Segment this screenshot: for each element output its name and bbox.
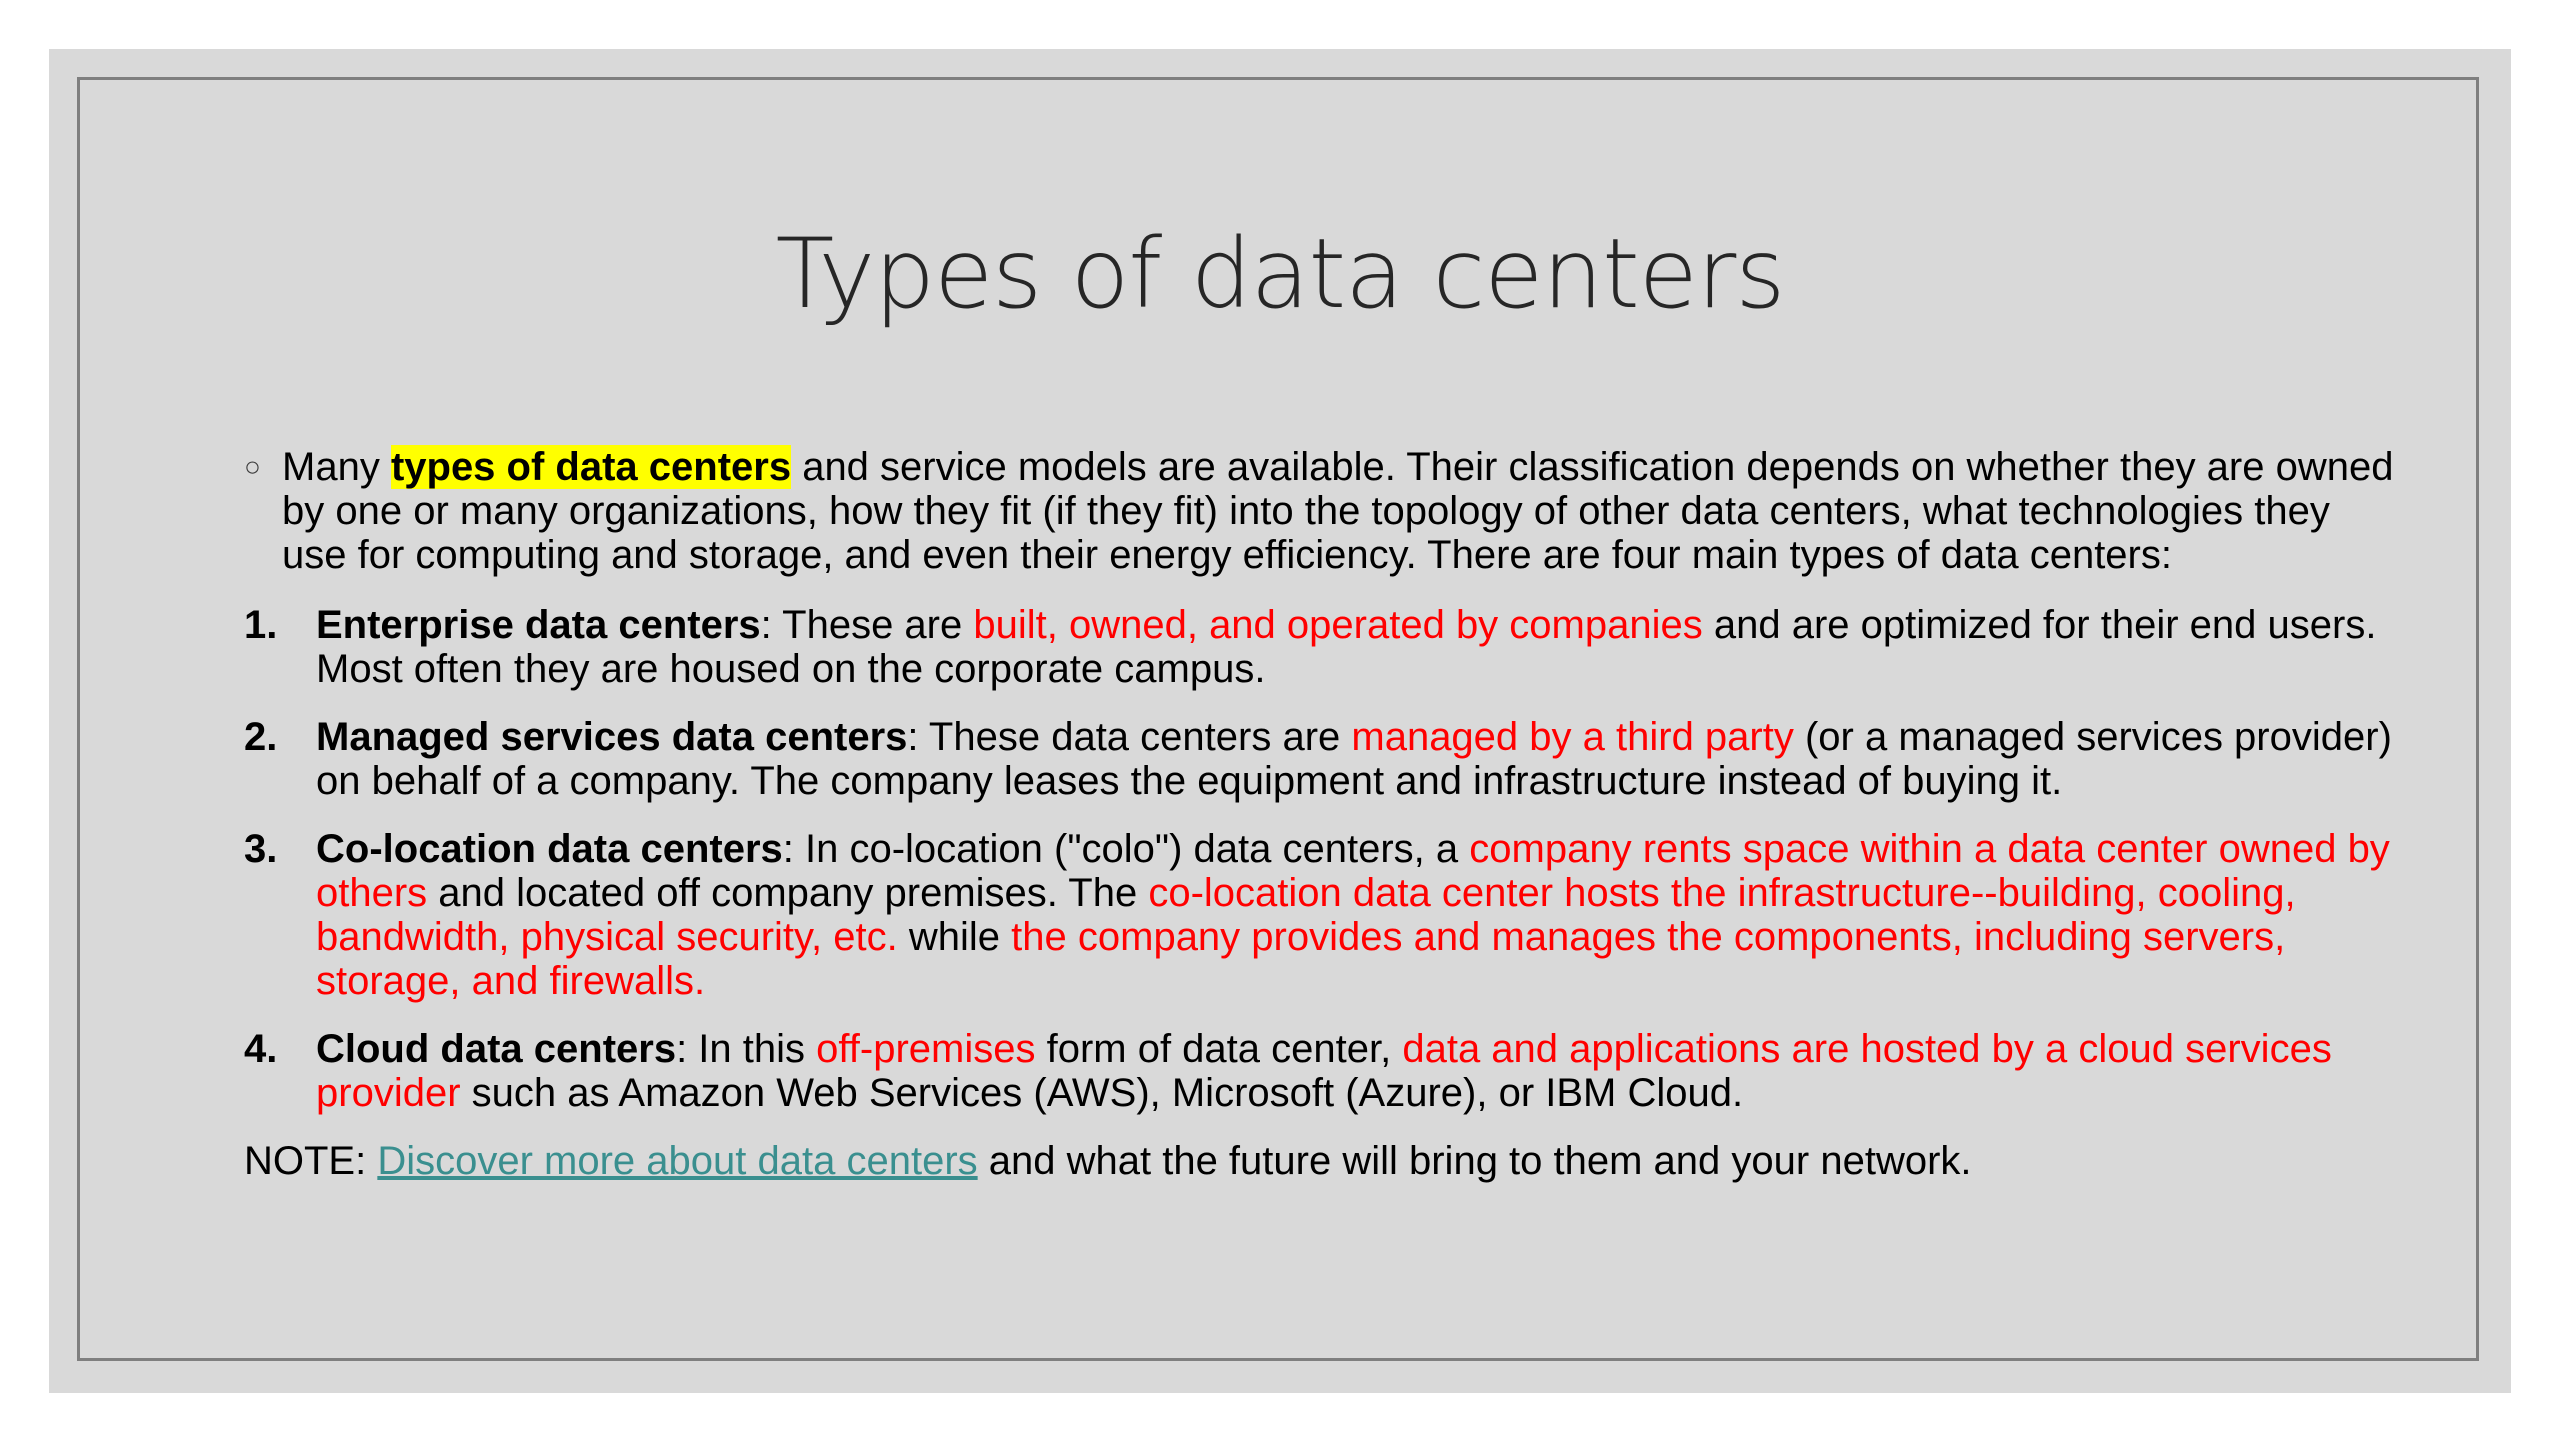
list-number: 1. xyxy=(244,603,278,647)
item-emphasis: data and applications are hosted by a cloud services provider xyxy=(316,1027,2332,1115)
intro-paragraph xyxy=(244,445,2394,577)
note-text: and what the future will bring to them and your network. xyxy=(977,1139,1972,1183)
item-text: form of data center, xyxy=(1035,1027,1403,1071)
item-term: Co-location data centers xyxy=(316,827,783,871)
item-emphasis: managed by a third party xyxy=(1351,715,1794,759)
item-text: : In this xyxy=(676,1027,817,1071)
list-item-enterprise xyxy=(244,603,2394,691)
item-text: such as Amazon Web Services (AWS), Microsoft (Azure), or IBM Cloud. xyxy=(460,1071,1744,1115)
list-number: 4. xyxy=(244,1027,278,1071)
item-emphasis: the company provides and manages the components, including servers, storage, and firewalls. xyxy=(316,915,2286,1003)
item-text: : These data centers are xyxy=(907,715,1352,759)
item-emphasis: co-location data center hosts the infrastructure--building, cooling, bandwidth, physical security, etc. xyxy=(316,871,2296,959)
item-emphasis: built, owned, and operated by companies xyxy=(973,603,1703,647)
intro-text: and service models are available. Their classification depends on whether they are owned by one or many organizations, how they fit (if they fit) into the topology of other data centers, what technologies they use for computing and storage, and even their energy efficiency. There are four main types of data centers: xyxy=(282,445,2394,577)
item-text: and are optimized for their end users. Most often they are housed on the corporate campus. xyxy=(316,603,2377,691)
list-item-managed xyxy=(244,715,2394,803)
item-text: (or a managed services provider) on behalf of a company. The company leases the equipment and infrastructure instead of buying it. xyxy=(316,715,2392,803)
bullet-circle-icon: ○ xyxy=(244,451,261,482)
intro-highlight: types of data centers xyxy=(390,445,792,489)
list-number: 3. xyxy=(244,827,278,871)
note-label: NOTE: xyxy=(244,1139,378,1183)
item-term: Managed services data centers xyxy=(316,715,908,759)
item-text: : These are xyxy=(760,603,974,647)
note-paragraph xyxy=(244,1139,2394,1183)
list-item-colocation xyxy=(244,827,2394,1003)
slide xyxy=(49,49,2511,1393)
item-term: Cloud data centers xyxy=(316,1027,677,1071)
list-number: 2. xyxy=(244,715,278,759)
intro-prefix: Many xyxy=(282,445,391,489)
list-item-cloud xyxy=(244,1027,2394,1115)
slide-body xyxy=(244,445,2394,1183)
item-text: while xyxy=(897,915,1012,959)
item-emphasis: off-premises xyxy=(816,1027,1036,1071)
item-emphasis: company rents space within a data center owned by others xyxy=(316,827,2390,915)
slide-title: Types of data centers xyxy=(775,218,1785,330)
item-text: and located off company premises. The xyxy=(427,871,1149,915)
discover-more-link[interactable]: Discover more about data centers xyxy=(377,1139,978,1183)
item-term: Enterprise data centers xyxy=(316,603,761,647)
item-text: : In co-location ("colo") data centers, a xyxy=(782,827,1470,871)
